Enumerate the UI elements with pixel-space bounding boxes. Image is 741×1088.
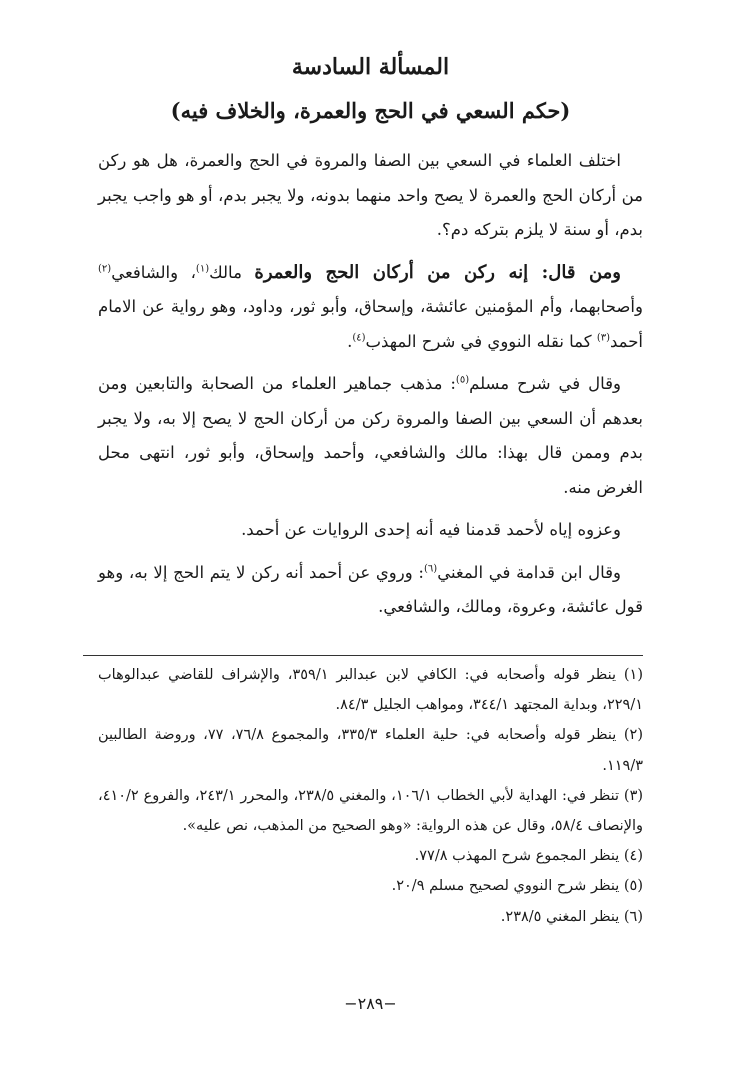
footnote-ref-2[interactable]: (٢) <box>98 263 112 274</box>
paragraph-3-text-a: وقال في شرح مسلم <box>469 374 621 393</box>
chapter-title: المسألة السادسة <box>291 54 450 80</box>
footnote-5: (٥) ينظر شرح النووي لصحيح مسلم ٢٠/٩. <box>391 878 643 895</box>
main-text <box>98 144 643 633</box>
footnote-6: (٦) ينظر المغني ٢٣٨/٥. <box>500 908 643 925</box>
footnote-ref-4[interactable]: (٤) <box>352 332 366 343</box>
page-number: −٢٨٩− <box>344 994 397 1013</box>
paragraph-5-text-b: : وروي عن أحمد أنه ركن لا يتم الحج إلا به، وهو قول عائشة، وعروة، ومالك، والشافعي. <box>98 562 643 616</box>
paragraph-2-text-d: كما نقله النووي في شرح المهذب <box>365 331 597 351</box>
footnote-ref-3[interactable]: (٣) <box>596 332 611 343</box>
paragraph-2-bold: ومن قال: إنه ركن من أركان الحج والعمرة <box>254 261 621 283</box>
paragraph-2-text-a: مالك <box>209 262 255 282</box>
footnote-4: (٤) ينظر المجموع شرح المهذب ٧٧/٨. <box>414 848 643 865</box>
paragraph-5 <box>98 556 643 625</box>
footnote-ref-1[interactable]: (١) <box>195 263 210 274</box>
chapter-subtitle: (حكم السعي في الحج والعمرة، والخلاف فيه) <box>170 98 571 123</box>
paragraph-3 <box>98 367 643 505</box>
footnote-ref-5[interactable]: (٥) <box>455 374 470 386</box>
paragraph-5-text-a: وقال ابن قدامة في المغني <box>437 562 621 582</box>
footnote-1: (١) ينظر قوله وأصحابه في: الكافي لابن عبدالبر ٣٥٩/١، والإشراف للقاضي عبدالوهاب ٢٢٩/١، وبداية المجتهد ٣٤٤/١، ومواهب الجليل ٨٤/٣. <box>98 667 643 714</box>
paragraph-4: وعزوه إياه لأحمد قدمنا فيه أنه إحدى الروايات عن أحمد. <box>241 520 621 539</box>
footnote-2: (٢) ينظر قوله وأصحابه في: حلية العلماء ٣٣٥/٣، والمجموع ٧٦/٨، ٧٧، وروضة الطالبين ١١٩/٣. <box>98 727 643 774</box>
paragraph-1: اختلف العلماء في السعي بين الصفا والمروة في الحج والعمرة، هل هو ركن من أركان الحج والعمرة لا يصح واحد منهما بدونه، ولا يجبر بدم، أو هو واجب يجبر بدم، أو سنة لا يلزم بتركه دم؟. <box>98 151 643 239</box>
footnote-divider <box>83 655 643 656</box>
paragraph-2 <box>98 256 643 360</box>
paragraph-2-text-b: ، والشافعي <box>111 262 196 282</box>
footnote-3: (٣) تنظر في: الهداية لأبي الخطاب ١٠٦/١، والمغني ٢٣٨/٥، والمحرر ٢٤٣/١، والفروع ٤١٠/٢، والإنصاف ٥٨/٤، وقال عن هذه الرواية: «وهو الصحيح من المذهب، نص عليه». <box>98 787 644 835</box>
paragraph-2-text-c: وأصحابهما، وأم المؤمنين عائشة، وإسحاق، وأبو ثور، وداود، وهو رواية عن الامام أحمد <box>98 297 643 351</box>
paragraph-3-text-b: : مذهب جماهير العلماء من الصحابة والتابعين ومن بعدهم أن السعي بين الصفا والمروة ركن من أركان الحج لا يصح إلا به، ولا يجبر بدم وممن قال بهذا: مالك والشافعي، وأحمد وإسحاق، وأبو ثور، انتهى محل الغرض منه. <box>98 374 643 497</box>
footnote-ref-6[interactable]: (٦) <box>424 563 438 574</box>
paragraph-2-text-e: . <box>347 331 353 351</box>
footnotes <box>98 660 643 932</box>
